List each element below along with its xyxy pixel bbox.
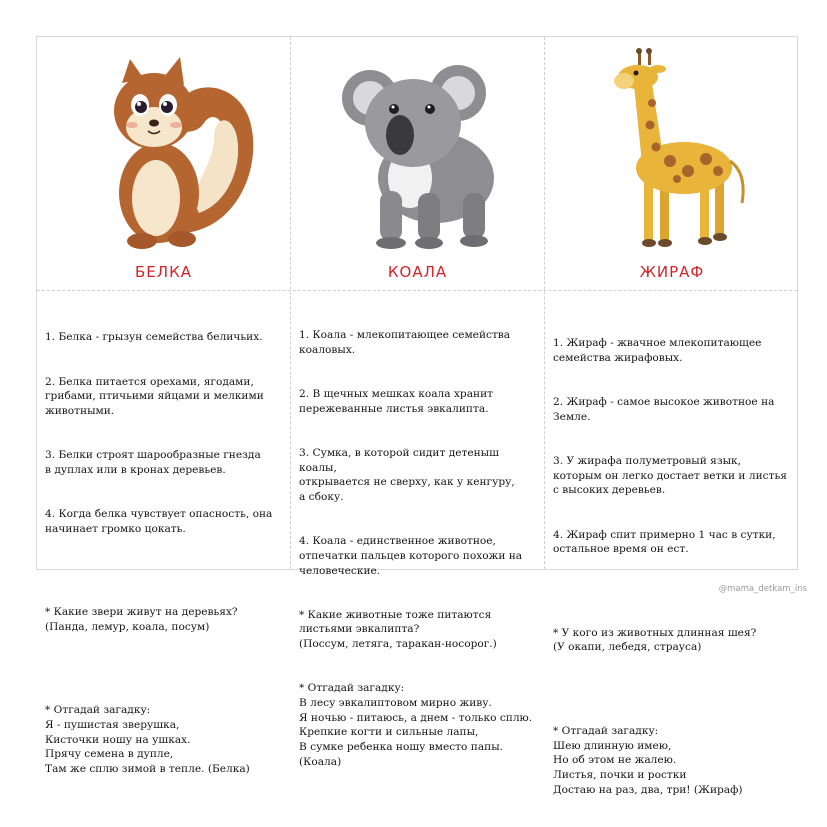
giraffe-image [545, 43, 799, 253]
fact-item: 3. У жирафа полуметровый язык, которым он легко достает ветки и листья с высоких деревьев. [553, 455, 787, 497]
fact-item: 4. Коала - единственное животное, отпечатки пальцев которого похожи на человеческие. [299, 535, 523, 577]
question: * У кого из животных длинная шея? (У окапи, лебедя, страуса) [553, 626, 757, 654]
question: * Какие звери живут на деревьях? (Панда, лемур, коала, посум) [45, 606, 238, 633]
fact-item: 4. Жираф спит примерно 1 час в сутки, остальное время он ест. [553, 528, 776, 556]
fact-item: 3. Белки строят шарообразные гнезда в дуплах или в кронах деревьев. [45, 449, 261, 476]
fact-item: 1. Белка - грызун семейства беличьих. [45, 331, 263, 344]
card-body [45, 301, 284, 806]
card-body [299, 299, 538, 799]
card-title: КОАЛА [387, 263, 448, 281]
card-title: БЕЛКА [135, 263, 192, 281]
riddle: * Отгадай загадку: В лесу эвкалиптовом мирно живу. Я ночью - питаюсь, а днем - только сплю. Крепкие когти и сильные лапы, В сумке ребенка ношу вместо папы. (Коала) [299, 682, 533, 768]
fact-item: 4. Когда белка чувствует опасность, она начинает громко цокать. [45, 507, 273, 535]
watermark: @mama_detkam_ins [718, 584, 807, 594]
fact-item: 2. В щечных мешках коала хранит пережеванные листья эвкалипта. [299, 388, 494, 415]
riddle: * Отгадай загадку: Шею длинную имею, Но об этом не жалею. Листья, почки и ростки Достаю на раз, два, три! (Жираф) [553, 724, 743, 796]
fact-item: 3. Сумка, в которой сидит детеныш коалы, открывается не сверху, как у кенгуру, а сбоку. [299, 447, 515, 504]
card-body [553, 307, 793, 827]
card-title: ЖИРАФ [639, 263, 705, 281]
fact-item: 2. Белка питается орехами, ягодами, грибами, птичьими яйцами и мелкими животными. [45, 375, 264, 417]
squirrel-image [37, 43, 290, 253]
card-koala [291, 37, 544, 768]
fact-item: 1. Коала - млекопитающее семейства коаловых. [299, 329, 511, 357]
question: * Какие животные тоже питаются листьями эвкалипта? (Поссум, летяга, таракан-носорог.) [299, 608, 497, 651]
fact-item: 2. Жираф - самое высокое животное на Земле. [553, 396, 775, 423]
fact-item: 1. Жираф - жвачное млекопитающее семейства жирафовых. [553, 337, 762, 365]
card-squirrel [37, 37, 290, 776]
koala-image [291, 43, 544, 253]
riddle: * Отгадай загадку: Я - пушистая зверушка, Кисточки ношу на ушках. Прячу семена в дупле, Там же сплю зимой в тепле. (Белка) [45, 704, 250, 776]
